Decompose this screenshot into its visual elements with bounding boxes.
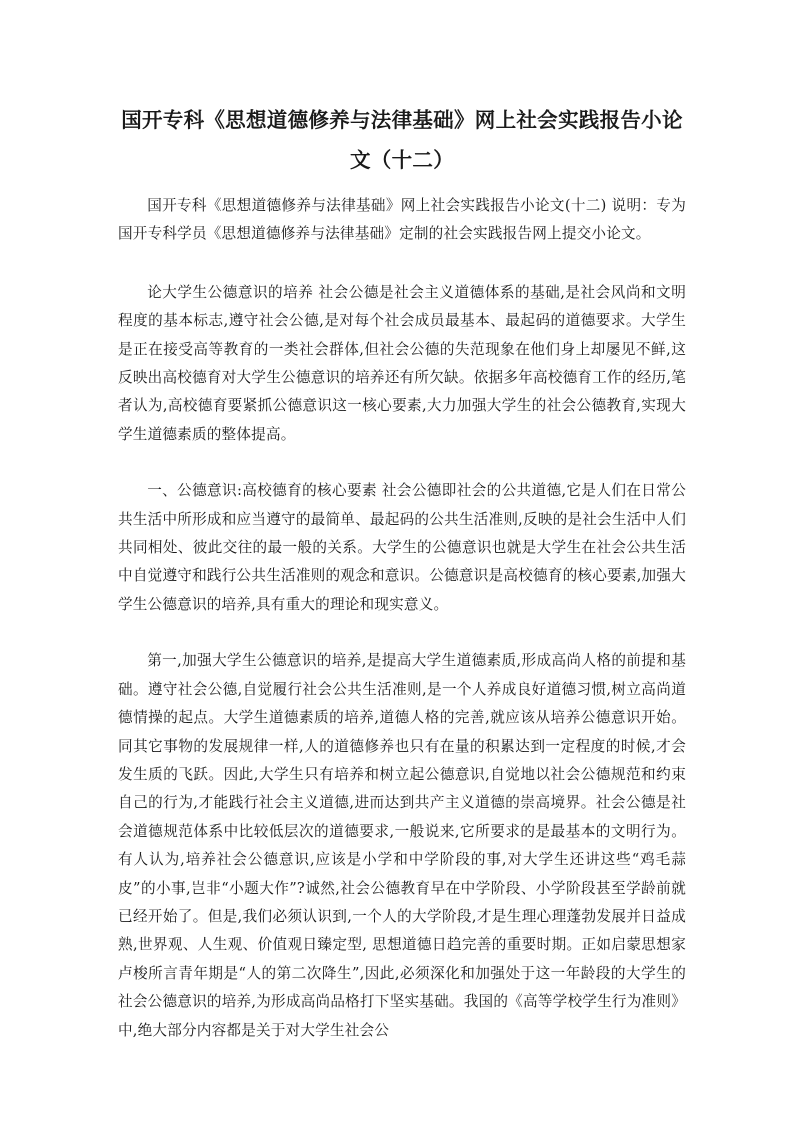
intro-paragraph: 国开专科《思想道德修养与法律基础》网上社会实践报告小论文(十二) 说明：专为国开专科学员《思想道德修养与法律基础》定制的社会实践报告网上提交小论文。: [118, 197, 686, 243]
body-paragraph: 第一,加强大学生公德意识的培养,是提高大学生道德素质,形成高尚人格的前提和基础。遵守社会公德,自觉履行社会公共生活准则,是一个人养成良好道德习惯,树立高尚道德情操的起点。大学生道德素质的培养,道德人格的完善,就应该从培养公德意识开始。同其它事物的发展规律一样,人的道德修养也只有在量的积累达到一定程度的时候,才会发生质的飞跃。因此,大学生只有培养和树立起公德意识,自觉地以社会公德规范和约束自己的行为,才能践行社会主义道德,进而达到共产主义道德的崇高境界。社会公德是社会道德规范体系中比较低层次的道德要求,一般说来,它所要求的是最基本的文明行为。有人认为,培养社会公德意识,应该是小学和中学阶段的事,对大学生还讲这些“鸡毛蒜皮”的小事,岂非“小题大作”?诚然,社会公德教育早在中学阶段、小学阶段甚至学龄前就已经开始了。但是,我们必须认识到,一个人的大学阶段,才是生理心理蓬勃发展并日益成熟,世界观、人生观、价值观日臻定型, 思想道德日趋完善的重要时期。正如启蒙思想家卢梭所言青年期是“人的第二次降生”,因此,必须深化和加强处于这一年龄段的大学生的社会公德意识的培养,为形成高尚品格打下坚实基础。我国的《高等学校学生行为准则》中,绝大部分内容都是关于对大学生社会公: [118, 652, 686, 1039]
document-page: [118, 100, 686, 1073]
body-paragraph: 一、公德意识:高校德育的核心要素 社会公德即社会的公共道德,它是人们在日常公共生活中所形成和应当遵守的最简单、最起码的公共生活准则,反映的是社会生活中人们共同相处、彼此交往的最一般的关系。大学生的公德意识也就是大学生在社会公共生活中自觉遵守和践行公共生活准则的观念和意识。公德意识是高校德育的核心要素,加强大学生公德意识的培养,具有重大的理论和现实意义。: [118, 482, 686, 613]
body-paragraph: 论大学生公德意识的培养 社会公德是社会主义道德体系的基础,是社会风尚和文明程度的基本标志,遵守社会公德,是对每个社会成员最基本、最起码的道德要求。大学生是正在接受高等教育的一类社会群体,但社会公德的失范现象在他们身上却屡见不鲜,这反映出高校德育对大学生公德意识的培养还有所欠缺。依据多年高校德育工作的经历,笔者认为,高校德育要紧抓公德意识这一核心要素,大力加强大学生的社会公德教育,实现大学生道德素质的整体提高。: [118, 283, 686, 443]
document-title: 国开专科《思想道德修养与法律基础》网上社会实践报告小论文（十二）: [121, 108, 683, 172]
